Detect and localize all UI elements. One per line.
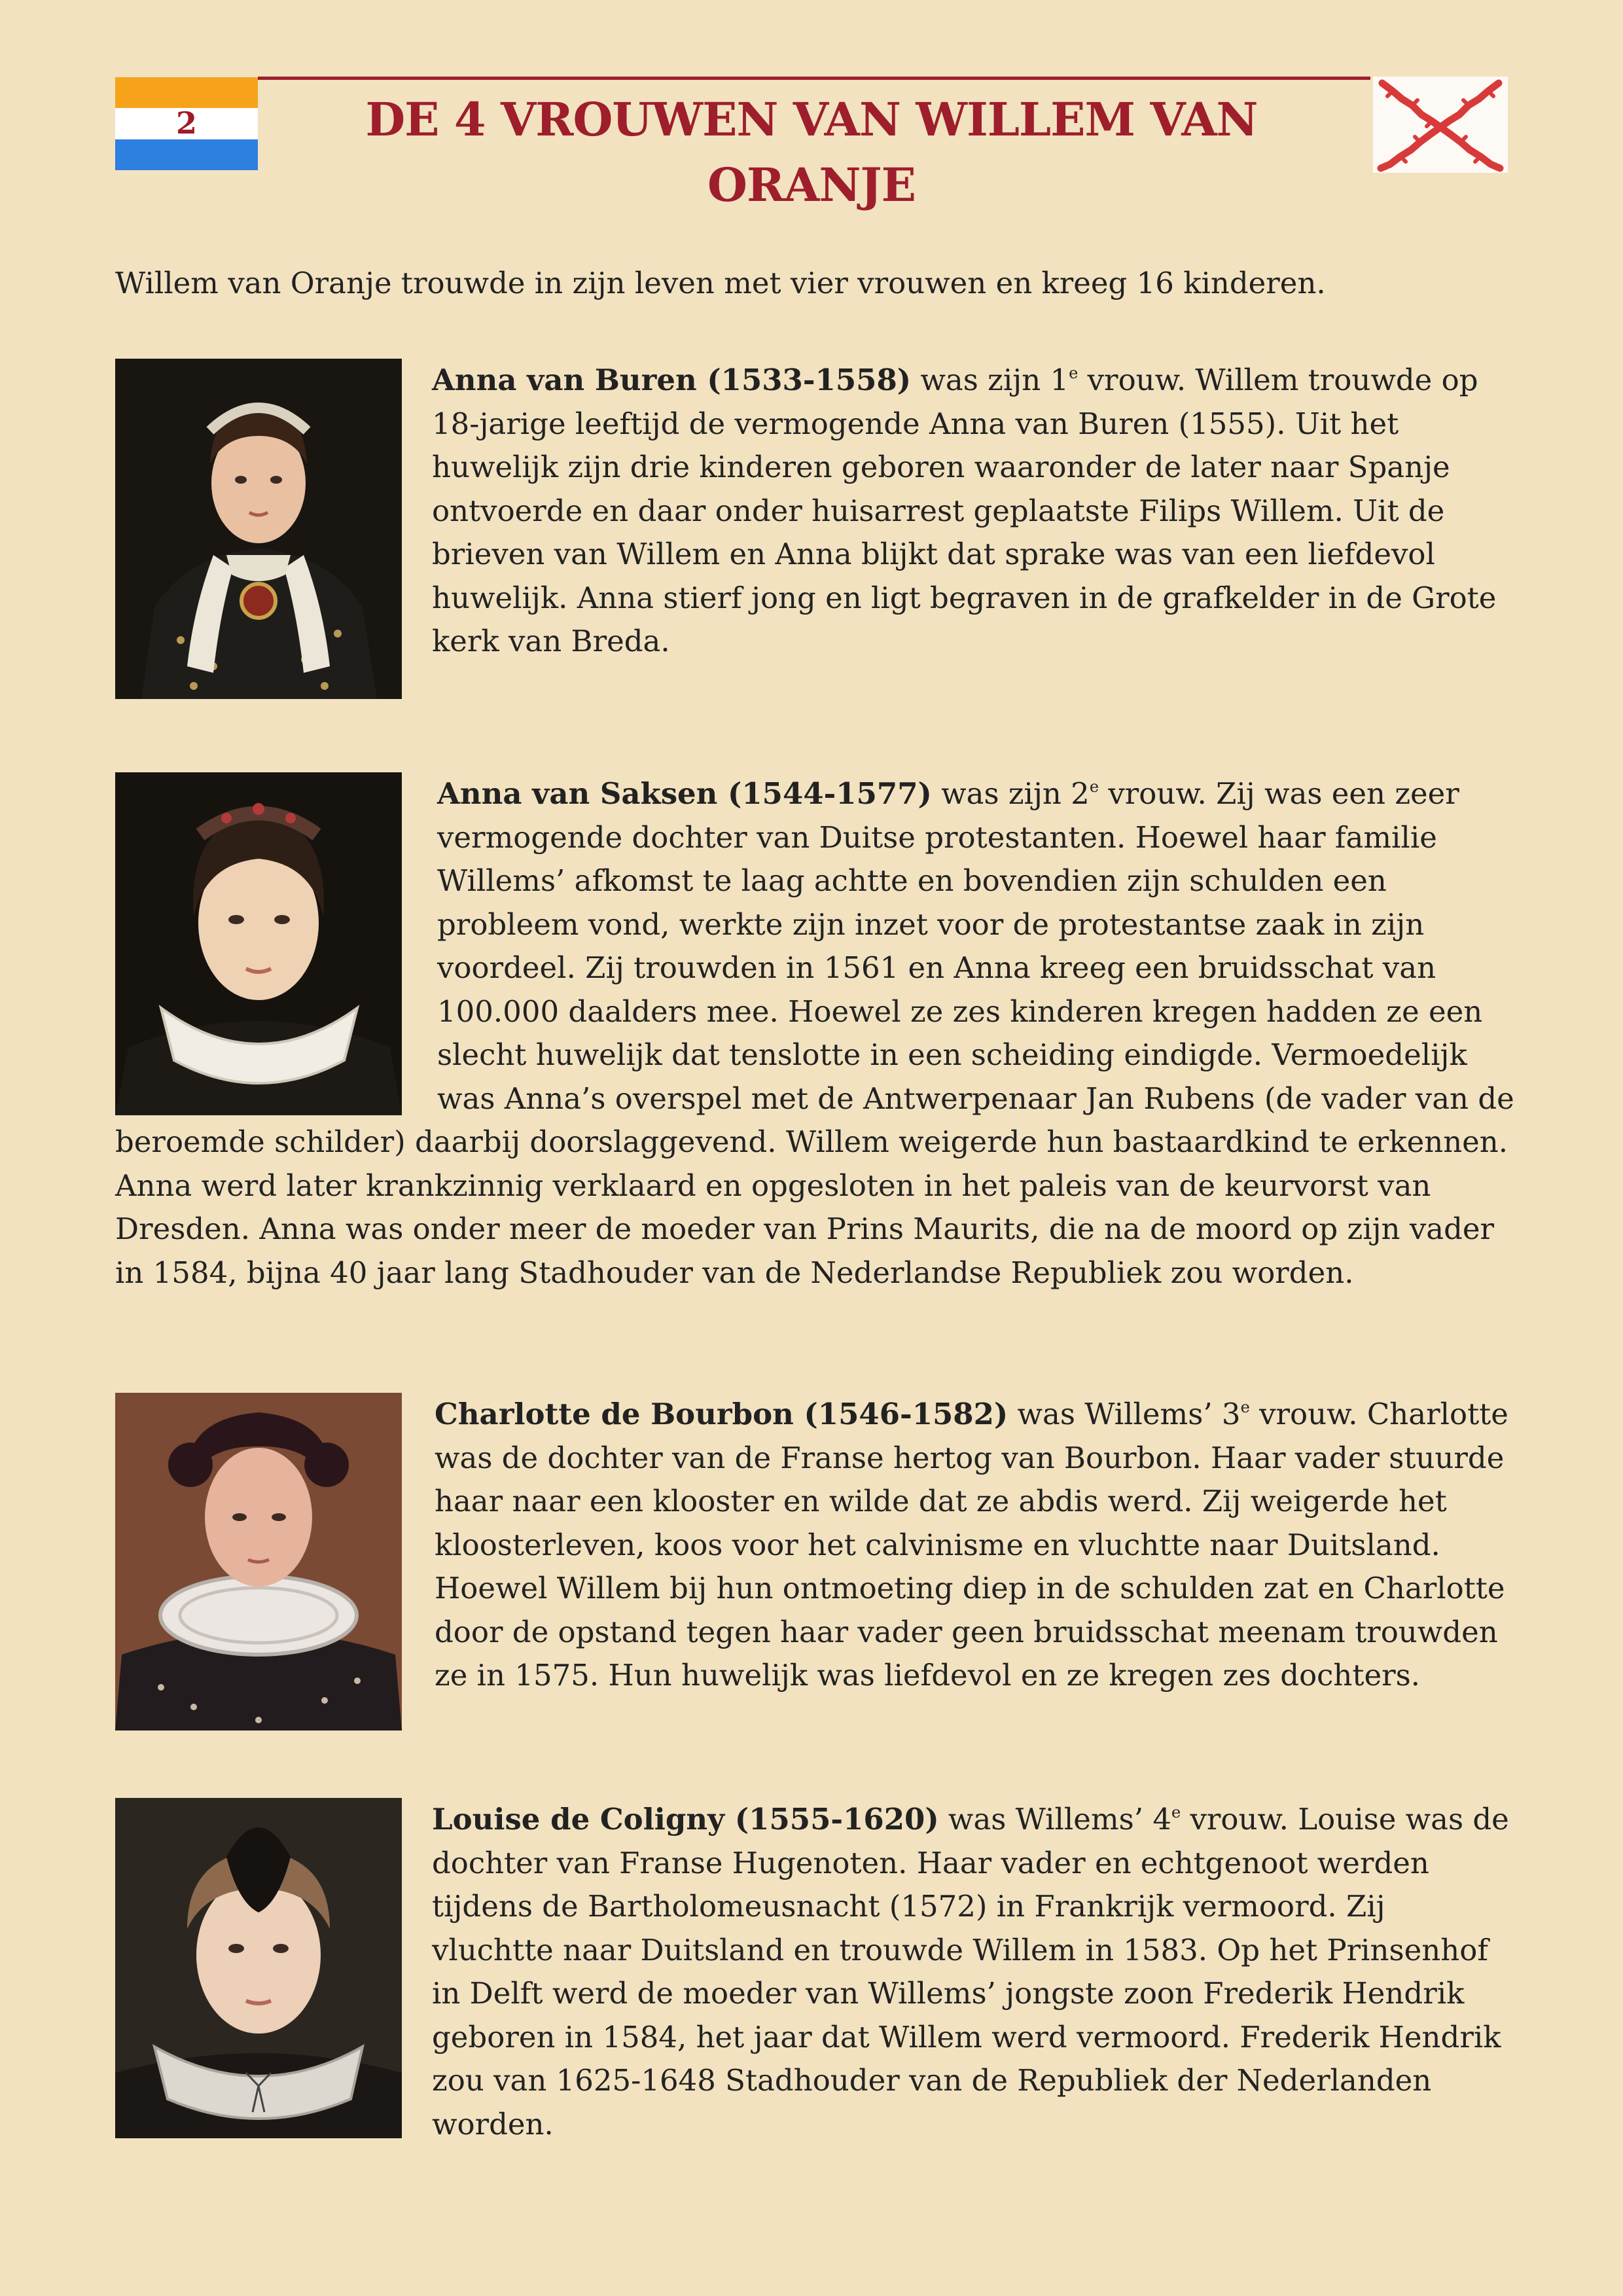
portrait-anna-van-saksen-icon bbox=[115, 772, 402, 1115]
portrait-louise-de-coligny-icon bbox=[115, 1798, 402, 2138]
dutch-prince-flag-icon bbox=[115, 77, 258, 170]
ordinal-suffix: e bbox=[1089, 778, 1099, 796]
wife-name: Anna van Buren (1533-1558) bbox=[432, 363, 912, 397]
wife-name: Louise de Coligny (1555-1620) bbox=[432, 1802, 939, 1837]
portrait-anna-van-buren-icon bbox=[115, 359, 402, 699]
wife-name: Anna van Saksen (1544-1577) bbox=[437, 776, 932, 811]
wife-section-4 bbox=[115, 1798, 1516, 2146]
intro-text: Willem van Oranje trouwde in zijn leven met vier vrouwen en kreeg 16 kinderen. bbox=[115, 266, 1326, 300]
page-number: 2 bbox=[175, 105, 197, 141]
wife-ordinal: was Willems’ 4 bbox=[938, 1802, 1171, 1837]
wife-name: Charlotte de Bourbon (1546-1582) bbox=[435, 1397, 1008, 1431]
wife-ordinal: was zijn 1 bbox=[911, 363, 1069, 397]
wife-description: vrouw. Charlotte was de dochter van de Franse hertog van Bourbon. Haar vader stuurde haar naar een klooster en wilde dat ze abdis werd. Zij weigerde het kloosterleven, koos voor het calvinisme en vluchtte naar Duitsland. Hoewel Willem bij hun ontmoeting diep in de schulden zat en Charlotte door de opstand tegen haar vader geen bruidsschat meenam trouwden ze in 1575. Hun huwelijk was liefdevol en ze kregen zes dochters. bbox=[435, 1397, 1508, 1693]
wife-section-1 bbox=[115, 359, 1516, 699]
header-rule bbox=[258, 77, 1370, 80]
page-title: DE 4 VROUWEN VAN WILLEM VAN ORANJE bbox=[365, 92, 1258, 212]
wife-section-2 bbox=[115, 772, 1516, 1295]
wife-description: vrouw. Willem trouwde op 18-jarige leeftijd de vermogende Anna van Buren (1555). Uit het huwelijk zijn drie kinderen geboren waaronder de later naar Spanje ontvoerde en daar onder huisarrest geplaatste Filips Willem. Uit de brieven van Willem en Anna blijkt dat sprake was van een liefdevol huwelijk. Anna stierf jong en ligt begraven in de grafkelder in de Grote kerk van Breda. bbox=[432, 363, 1497, 658]
wife-section-3 bbox=[115, 1393, 1516, 1731]
ordinal-suffix: e bbox=[1171, 1803, 1181, 1821]
ordinal-suffix: e bbox=[1069, 364, 1079, 382]
wife-description: vrouw. Zij was een zeer vermogende dochter van Duitse protestanten. Hoewel haar familie Willems’ afkomst te laag achtte en bovendien zijn schulden een probleem vond, werkte zijn inzet voor de protestantse zaak in zijn voordeel. Zij trouwden in 1561 en Anna kreeg een bruidsschat van 100.000 daalders mee. Hoewel ze zes kinderen kregen hadden ze een slecht huwelijk dat tenslotte in een scheiding eindigde. Vermoedelijk was Anna’s overspel met de Antwerpenaar Jan Rubens (de vader van de beroemde schilder) daarbij doorslaggevend. Willem weigerde hun bastaardkind te erkennen. Anna werd later krankzinnig verklaard en opgesloten in het paleis van de keurvorst van Dresden. Anna was onder meer de moeder van Prins Maurits, die na de moord op zijn vader in 1584, bijna 40 jaar lang Stadhouder van de Nederlandse Republiek zou worden. bbox=[115, 776, 1514, 1290]
wife-ordinal: was Willems’ 3 bbox=[1008, 1397, 1241, 1431]
ordinal-suffix: e bbox=[1240, 1398, 1250, 1416]
wife-ordinal: was zijn 2 bbox=[931, 776, 1090, 811]
burgundy-cross-flag-icon bbox=[1373, 77, 1508, 173]
portrait-charlotte-de-bourbon-icon bbox=[115, 1393, 402, 1731]
wife-description: vrouw. Louise was de dochter van Franse Hugenoten. Haar vader en echtgenoot werden tijdens de Bartholomeusnacht (1572) in Frankrijk vermoord. Zij vluchtte naar Duitsland en trouwde Willem in 1583. Op het Prinsenhof in Delft werd de moeder van Willems’ jongste zoon Frederik Hendrik geboren in 1584, het jaar dat Willem werd vermoord. Frederik Hendrik zou van 1625-1648 Stadhouder van de Republiek der Nederlanden worden. bbox=[432, 1802, 1509, 2142]
